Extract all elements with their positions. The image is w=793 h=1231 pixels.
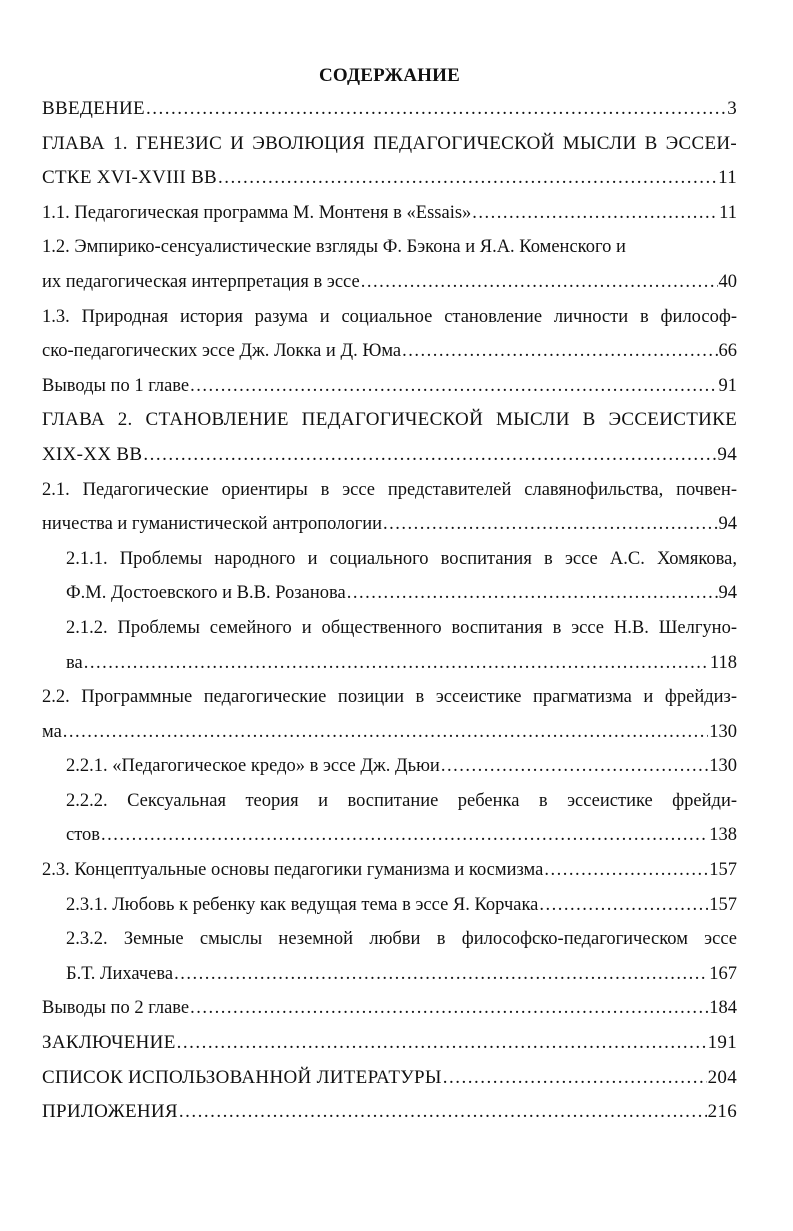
dot-leader <box>101 818 708 853</box>
toc-page-number: 40 <box>718 271 737 292</box>
toc-entry-text: ско-педагогических эссе Дж. Локка и Д. Юма <box>42 341 402 362</box>
dot-leader <box>443 1061 707 1096</box>
toc-line <box>66 957 737 992</box>
toc-entry-text: стов <box>66 825 101 846</box>
dot-leader <box>179 1095 707 1130</box>
toc-entry-text: Ф.М. Достоевского и В.В. Розанова <box>66 583 346 604</box>
toc-entry <box>42 922 737 991</box>
dot-leader <box>361 265 718 300</box>
toc-entry <box>42 473 737 542</box>
toc-line <box>42 369 737 404</box>
toc-entry <box>42 403 737 472</box>
dot-leader <box>383 507 717 542</box>
toc-entry-text: 2.3. Концептуальные основы педагогики гуманизма и космизма <box>42 860 544 881</box>
toc-entry <box>42 611 737 680</box>
toc-entry-text: ВВЕДЕНИЕ <box>42 98 145 119</box>
toc-page-number: 157 <box>709 860 737 881</box>
toc-entry-text: 2.2.1. «Педагогическое кредо» в эссе Дж. Дьюи <box>66 756 440 777</box>
toc-entry-text: СТКЕ XVI-XVIII ВВ <box>42 167 218 189</box>
toc-entry <box>42 300 737 369</box>
toc-entry <box>42 784 737 853</box>
toc-entry <box>42 680 737 749</box>
toc-line <box>42 853 737 888</box>
dot-leader <box>63 715 708 750</box>
dot-leader <box>218 161 717 196</box>
toc-line: 2.2. Программные педагогические позиции в эссеистике прагматизма и фрейдиз- <box>42 687 737 708</box>
toc-entry <box>42 991 737 1026</box>
toc-entry-text: ЗАКЛЮЧЕНИЕ <box>42 1032 176 1054</box>
toc-entry-text: ничества и гуманистической антропологии <box>42 514 383 535</box>
toc-entry-text: Выводы по 1 главе <box>42 375 190 396</box>
toc-entry-text: ва <box>66 652 83 673</box>
toc-line: ГЛАВА 1. ГЕНЕЗИС И ЭВОЛЮЦИЯ ПЕДАГОГИЧЕСКОЙ МЫСЛИ В ЭССЕИ- <box>42 132 737 154</box>
toc-page-number: 216 <box>707 1101 737 1123</box>
toc-entry-text: СПИСОК ИСПОЛЬЗОВАННОЙ ЛИТЕРАТУРЫ <box>42 1066 442 1088</box>
page-title: СОДЕРЖАНИЕ <box>319 65 460 86</box>
toc-entry <box>42 1026 737 1061</box>
toc-page-number: 91 <box>718 375 737 396</box>
toc-line <box>42 265 737 300</box>
dot-leader <box>190 991 708 1026</box>
toc-page-number: 130 <box>709 721 737 742</box>
dot-leader <box>190 369 717 404</box>
toc-page-number: 66 <box>718 341 737 362</box>
table-of-contents <box>42 60 737 1130</box>
toc-line <box>42 1026 737 1061</box>
toc-entry <box>42 230 737 299</box>
toc-line: 1.2. Эмпирико-сенсуалистические взгляды Ф. Бэкона и Я.А. Коменского и <box>42 237 626 258</box>
toc-line <box>42 438 737 473</box>
toc-page-number: 11 <box>718 167 737 189</box>
toc-entry <box>42 369 737 404</box>
dot-leader <box>441 749 708 784</box>
toc-entry <box>42 853 737 888</box>
toc-line <box>66 576 737 611</box>
dot-leader <box>143 438 716 473</box>
toc-entry <box>42 542 737 611</box>
toc-line <box>66 749 737 784</box>
toc-line: ГЛАВА 2. СТАНОВЛЕНИЕ ПЕДАГОГИЧЕСКОЙ МЫСЛИ В ЭССЕИСТИКЕ <box>42 409 737 431</box>
dot-leader <box>539 888 708 923</box>
toc-line <box>42 991 737 1026</box>
toc-page-number: 11 <box>719 202 737 223</box>
dot-leader <box>177 1026 707 1061</box>
toc-entry-text: Б.Т. Лихачева <box>66 963 174 984</box>
toc-line: 2.1.1. Проблемы народного и социального воспитания в эссе А.С. Хомякова, <box>66 548 737 569</box>
toc-entry <box>42 196 737 231</box>
toc-line <box>42 1095 737 1130</box>
toc-page-number: 204 <box>707 1066 737 1088</box>
dot-leader <box>146 92 726 127</box>
toc-entry <box>42 127 737 196</box>
toc-line: 2.1. Педагогические ориентиры в эссе представителей славянофильства, почвен- <box>42 479 737 500</box>
toc-entry <box>42 92 737 127</box>
toc-line: 2.2.2. Сексуальная теория и воспитание ребенка в эссеистике фрейди- <box>66 790 737 811</box>
dot-leader <box>544 853 708 888</box>
toc-line <box>42 196 737 231</box>
toc-page-number: 94 <box>718 583 737 604</box>
toc-entry-text: их педагогическая интерпретация в эссе <box>42 271 360 292</box>
toc-page-number: 138 <box>709 825 737 846</box>
toc-page-number: 191 <box>707 1032 737 1054</box>
toc-line <box>42 92 737 127</box>
toc-line: 2.1.2. Проблемы семейного и общественного воспитания в эссе Н.В. Шелгуно- <box>66 617 737 638</box>
toc-page-number: 167 <box>709 963 737 984</box>
toc-page-number: 130 <box>709 756 737 777</box>
toc-line: 2.3.2. Земные смыслы неземной любви в философско-педагогическом эссе <box>66 929 737 950</box>
toc-line <box>42 715 737 750</box>
toc-page-number: 94 <box>718 514 737 535</box>
toc-entry-text: Выводы по 2 главе <box>42 998 190 1019</box>
toc-entry <box>42 1095 737 1130</box>
dot-leader <box>347 576 718 611</box>
toc-entry <box>42 888 737 923</box>
dot-leader <box>84 646 709 681</box>
toc-line <box>42 1061 737 1096</box>
toc-entry-text: XIX-XX ВВ <box>42 443 143 465</box>
dot-leader <box>174 957 708 992</box>
toc-page-number: 184 <box>709 998 737 1019</box>
toc-entry-text: 1.1. Педагогическая программа М. Монтеня в «Essais» <box>42 202 472 223</box>
toc-page-number: 3 <box>727 98 737 119</box>
toc-line <box>42 507 737 542</box>
toc-line: 1.3. Природная история разума и социальное становление личности в философ- <box>42 306 737 327</box>
toc-page-number: 157 <box>709 894 737 915</box>
toc-line <box>66 888 737 923</box>
toc-line <box>42 161 737 196</box>
toc-line <box>66 818 737 853</box>
toc-entry-text: ма <box>42 721 62 742</box>
toc-page-number: 118 <box>709 652 737 673</box>
toc-line <box>42 334 737 369</box>
dot-leader <box>472 196 718 231</box>
toc-entry <box>42 1061 737 1096</box>
toc-entry-text: ПРИЛОЖЕНИЯ <box>42 1101 178 1123</box>
toc-entry-text: 2.3.1. Любовь к ребенку как ведущая тема в эссе Я. Корчака <box>66 894 539 915</box>
dot-leader <box>402 334 717 369</box>
toc-line <box>66 646 737 681</box>
toc-page-number: 94 <box>717 443 737 465</box>
toc-entry <box>42 749 737 784</box>
